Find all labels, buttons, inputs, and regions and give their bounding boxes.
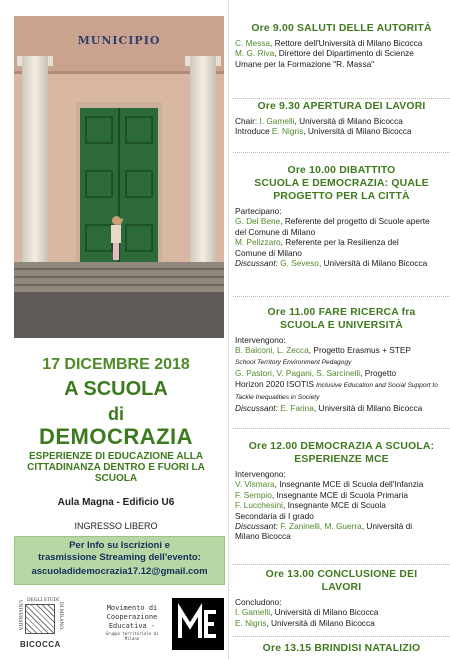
session-line [233, 116, 450, 126]
session-line [233, 248, 450, 258]
line-text: del Comune di Milano [235, 226, 316, 237]
program-session [233, 100, 450, 137]
session-line [233, 345, 450, 355]
speaker-name: E. Nigris [235, 617, 267, 628]
line-text: Introduce [235, 126, 272, 137]
event-subtitle: ESPERIENZE DI EDUCAZIONE ALLA CITTADINANZA DENTRO E FUORI LA SCUOLA [27, 451, 205, 484]
column-right [190, 56, 216, 266]
session-line [233, 531, 450, 541]
line-text: Concludono: [235, 597, 282, 607]
session-line [233, 356, 450, 368]
info-email[interactable]: ascuoladidemocrazia17.12@gmail.com [31, 566, 208, 577]
speaker-name: E. Farina [280, 403, 314, 414]
line-text: Discussant: [235, 258, 281, 269]
speaker-name: M. Pelizzaro [235, 237, 281, 248]
event-title-line-2: di [108, 404, 124, 424]
session-line [233, 469, 450, 479]
session-title: Ore 13.15 BRINDISI NATALIZIO [262, 643, 421, 654]
program-session [233, 22, 450, 69]
line-text: Chair: [235, 116, 260, 126]
session-line [233, 38, 450, 48]
session-title: SCUOLA E DEMOCRAZIA: QUALE [254, 178, 429, 189]
mce-text-block: Movimento di Cooperazione Educativa - Gruppo territoriale di Milano [105, 604, 159, 641]
line-text: Intervengono: [235, 335, 286, 345]
line-text: Discussant: [235, 403, 281, 414]
session-line [233, 500, 450, 510]
session-line [233, 258, 450, 268]
speaker-name: M. G. Riva [235, 48, 275, 59]
unimib-emblem-icon [25, 604, 55, 634]
speaker-name: V. Vismara [235, 479, 275, 490]
entry-note: INGRESSO LIBERO [74, 521, 158, 531]
line-text: , Università di Milano Bicocca [266, 617, 375, 628]
line-text: Intervengono: [235, 469, 286, 479]
session-line [233, 126, 450, 136]
line-text: Inclusive Education and Social Support to [316, 381, 438, 389]
speaker-name: I. Gamelli [235, 607, 271, 618]
program-session [233, 440, 450, 542]
logos-bar [0, 596, 232, 656]
municipio-photo [14, 16, 224, 338]
line-text: Secondaria di I grado [235, 510, 314, 521]
session-line [233, 490, 450, 500]
line-text: Partecipano: [235, 206, 282, 216]
line-text: , Università di [361, 521, 413, 532]
line-text: Tackle Inequalities in Society [235, 394, 320, 402]
session-line [233, 237, 450, 247]
session-line [233, 511, 450, 521]
unimib-logo: UNIVERSITÀ DEGLI STUDI DI MILANO BICOCCA [17, 598, 63, 649]
session-line [233, 379, 450, 391]
speaker-name: G. Del Bene [235, 216, 281, 227]
speaker-name: F. Sempio [235, 489, 272, 500]
mce-logo-icon [172, 598, 224, 650]
line-text: School Territory Environment Pedagogy [235, 358, 352, 366]
session-title: Ore 9.30 APERTURA DEI LAVORI [257, 101, 426, 112]
info-box [14, 536, 225, 585]
session-line [233, 403, 450, 413]
event-title-line-1: A SCUOLA [64, 378, 168, 400]
info-line-1: Per Info su Iscrizioni e [69, 540, 170, 551]
session-line [233, 335, 450, 345]
event-date: 17 DICEMBRE 2018 [42, 356, 190, 373]
line-text: , Università di Milano Bicocca [303, 126, 412, 137]
line-text: , Progetto [360, 368, 397, 379]
line-text: , Insegnante MCE di Scuola Primaria [271, 489, 408, 500]
program-session [233, 306, 450, 414]
session-title: SCUOLA E UNIVERSITÀ [280, 320, 403, 331]
child-figure [110, 216, 122, 260]
session-title: Ore 11.00 FARE RICERCA fra [267, 307, 416, 318]
speaker-name: B. Balconi, L. Zecca [235, 345, 309, 356]
line-text: , Referente per la Resilienza del [280, 237, 399, 248]
program-column [233, 0, 450, 659]
line-text: , Università di Milano Bicocca [318, 258, 428, 269]
info-line-2: trasmissione Streaming dell'evento: [38, 551, 201, 563]
entrance-steps [14, 262, 224, 292]
event-venue: Aula Magna - Edificio U6 [57, 497, 175, 508]
session-line [233, 618, 450, 628]
line-text: Horizon 2020 ISOTIS [235, 378, 317, 389]
session-title: Ore 10.00 DIBATTITO [287, 165, 396, 176]
session-line [233, 59, 450, 69]
line-text: Comune di Milano [235, 247, 302, 258]
speaker-name: I. Gamelli [259, 116, 295, 126]
line-text: , Università di Milano Bicocca [270, 607, 379, 618]
speaker-name: G. Pastori, V. Pagani, S. Sarcinelli [235, 368, 361, 379]
column-left [22, 56, 48, 266]
session-line [233, 206, 450, 216]
session-line [233, 368, 450, 378]
line-text: , Insegnante MCE di Scuola [282, 500, 386, 511]
line-text: Umane per la Formazione "R. Massa" [235, 58, 375, 69]
speaker-name: G. Seveso [280, 258, 319, 269]
session-title: LAVORI [321, 582, 362, 593]
session-line [233, 48, 450, 58]
session-title: PROGETTO PER LA CITTÀ [273, 191, 410, 202]
session-title: Ore 12.00 DEMOCRAZIA A SCUOLA: [248, 441, 435, 452]
line-text: , Direttore del Dipartimento di Scienze [274, 48, 414, 59]
session-line [233, 479, 450, 489]
line-text: , Progetto Erasmus + STEP [308, 345, 411, 356]
line-text: Discussant: [235, 521, 281, 532]
program-session [233, 164, 450, 268]
event-title-line-3: DEMOCRAZIA [38, 424, 194, 449]
session-title: Ore 9.00 SALUTI DELLE AUTORITÀ [251, 23, 432, 34]
speaker-name: C. Messa [235, 38, 271, 48]
speaker-name: E. Nigris [271, 126, 304, 137]
speaker-name: F. Lucchesini [235, 500, 283, 511]
session-title: Ore 13.00 CONCLUSIONE DEI [265, 569, 418, 580]
speaker-name: F. Zaninelli, M. Guerra [280, 521, 362, 532]
session-line [233, 216, 450, 226]
session-line [233, 597, 450, 607]
line-text: , Università di Milano Bicocca [294, 116, 403, 126]
session-line [233, 607, 450, 617]
line-text: , Università di Milano Bicocca [313, 403, 423, 414]
line-text: , Rettore dell'Università di Milano Bicocca [270, 38, 423, 48]
session-line [233, 391, 450, 403]
program-session [233, 642, 450, 655]
session-title: ESPERIENZE MCE [294, 454, 389, 465]
session-line [233, 227, 450, 237]
line-text: Milano Bicocca [235, 531, 291, 542]
program-session [233, 568, 450, 628]
line-text: , Insegnante MCE di Scuola dell'Infanzia [274, 479, 424, 490]
municipio-sign: MUNICIPIO [77, 34, 161, 47]
session-line [233, 521, 450, 531]
line-text: , Referente del progetto di Scuole aperte [280, 216, 430, 227]
